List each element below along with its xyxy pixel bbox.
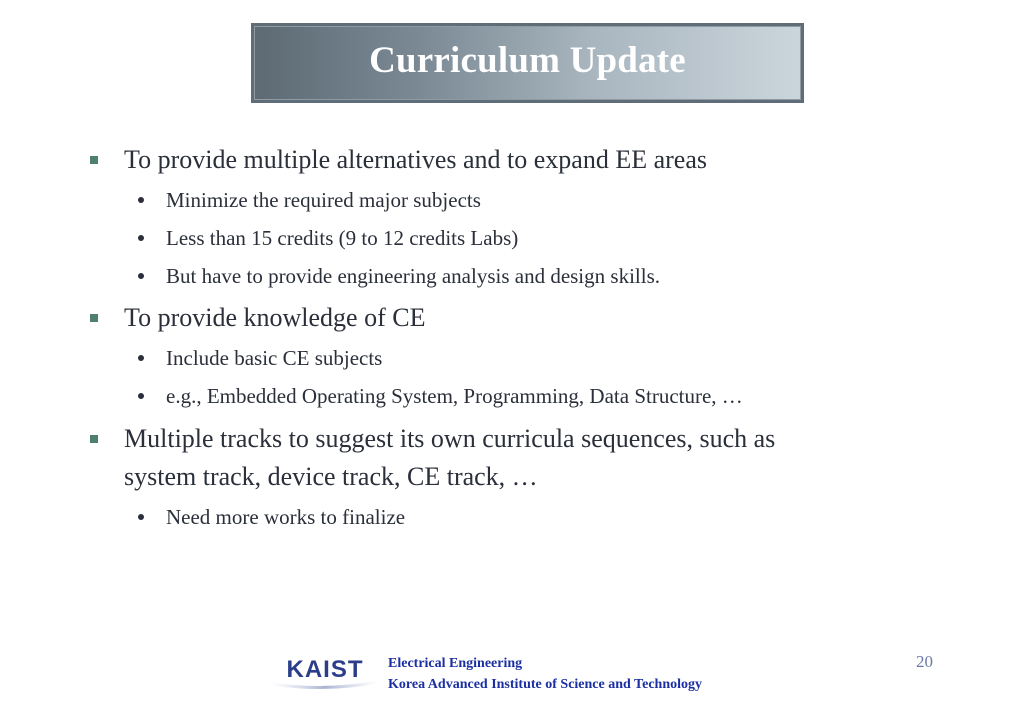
bullet-level2 [166,224,966,252]
bullet-level2 [166,382,966,410]
title-banner [251,23,804,103]
bullet-text: To provide multiple alternatives and to expand EE areas [124,145,707,174]
kaist-logo [270,652,380,692]
bullet-level1-continuation [124,459,944,495]
page-number: 20 [916,652,933,671]
square-bullet-icon [90,421,102,457]
dot-bullet-icon [138,514,144,520]
dot-bullet-icon [138,393,144,399]
square-bullet-icon [90,142,102,178]
bullet-text-line1: Multiple tracks to suggest its own curricula sequences, such as [124,424,776,453]
subbullet-text: But have to provide engineering analysis and design skills. [166,264,660,288]
bullet-text-line2: system track, device track, CE track, … [124,462,538,491]
bullet-level1 [124,300,944,336]
bullet-level2 [166,186,966,214]
subbullet-text: Need more works to finalize [166,505,406,529]
dot-bullet-icon [138,273,144,279]
bullet-level1 [124,421,944,457]
slide-title: Curriculum Update [369,39,686,81]
logo-wordmark: KAIST [286,656,364,683]
bullet-level2 [166,344,966,372]
footer-department: Electrical Engineering [388,656,523,671]
footer-institution: Korea Advanced Institute of Science and Technology [388,677,702,692]
kaist-logo-svg [270,652,380,692]
bullet-level1 [124,142,944,178]
bullet-text: To provide knowledge of CE [124,303,426,332]
subbullet-text: Minimize the required major subjects [166,188,481,212]
bullet-level2 [166,503,966,531]
bullet-level2 [166,262,966,290]
subbullet-text: Less than 15 credits (9 to 12 credits Labs) [166,226,519,250]
subbullet-text: e.g., Embedded Operating System, Programming, Data Structure, … [166,384,743,408]
subbullet-text: Include basic CE subjects [166,346,383,370]
dot-bullet-icon [138,235,144,241]
square-bullet-icon [90,300,102,336]
dot-bullet-icon [138,355,144,361]
dot-bullet-icon [138,197,144,203]
